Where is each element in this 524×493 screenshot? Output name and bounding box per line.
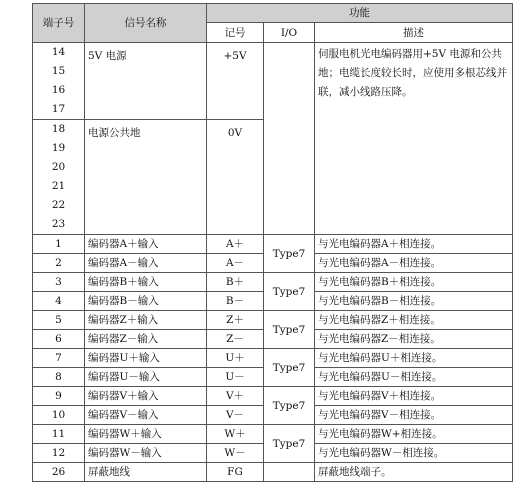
signal-name: 编码器V－输入 — [85, 406, 207, 425]
signal-code: A－ — [207, 254, 264, 273]
description: 与光电编码器W－相连接。 — [315, 444, 513, 463]
signal-name: 电源公共地 — [85, 120, 207, 235]
signal-code: V＋ — [207, 387, 264, 406]
header-signal-name: 信号名称 — [85, 4, 207, 43]
description: 与光电编码器Z＋相连接。 — [315, 311, 513, 330]
pin-number: 6 — [33, 330, 85, 349]
table-row — [33, 273, 513, 292]
signal-code: W－ — [207, 444, 264, 463]
signal-name: 编码器W－输入 — [85, 444, 207, 463]
signal-name: 屏蔽地线 — [85, 463, 207, 482]
signal-code: V－ — [207, 406, 264, 425]
pin-number: 5 — [33, 311, 85, 330]
pin-number: 15 — [51, 65, 66, 77]
pin-number: 23 — [51, 218, 66, 230]
pin-number: 10 — [33, 406, 85, 425]
description: 与光电编码器Z－相连接。 — [315, 330, 513, 349]
table-row — [33, 387, 513, 406]
signal-name: 编码器A－输入 — [85, 254, 207, 273]
description-5v: 伺服电机光电编码器用+5V 电源和公共地；电缆长度较长时，应使用多根芯线并联，减小线路压降。 — [315, 43, 513, 235]
signal-code: 0V — [207, 120, 264, 235]
description: 与光电编码器A＋相连接。 — [315, 235, 513, 254]
pin-number: 14 — [51, 46, 66, 58]
pin-number: 11 — [33, 425, 85, 444]
pin-number: 7 — [33, 349, 85, 368]
description: 与光电编码器W+相连接。 — [315, 425, 513, 444]
io-type: Type7 — [264, 387, 315, 425]
table-row — [33, 235, 513, 254]
header-description: 描述 — [315, 23, 513, 43]
io-cell — [264, 463, 315, 482]
description: 与光电编码器A－相连接。 — [315, 254, 513, 273]
description: 与光电编码器U－相连接。 — [315, 368, 513, 387]
header-pin: 端子号 — [33, 4, 85, 43]
description: 屏蔽地线端子。 — [315, 463, 513, 482]
signal-code: Z＋ — [207, 311, 264, 330]
pin-number: 12 — [33, 444, 85, 463]
io-type: Type7 — [264, 349, 315, 387]
header-io: I/O — [264, 23, 315, 43]
pin-number: 17 — [51, 103, 66, 115]
encoder-terminal-table — [32, 3, 513, 482]
table-row — [33, 425, 513, 444]
pin-number: 16 — [51, 84, 66, 96]
signal-code: +5V — [207, 43, 264, 120]
table-row — [33, 349, 513, 368]
pin-number: 3 — [33, 273, 85, 292]
signal-name: 编码器V＋输入 — [85, 387, 207, 406]
signal-code: FG — [207, 463, 264, 482]
signal-code: A＋ — [207, 235, 264, 254]
signal-name: 编码器B＋输入 — [85, 273, 207, 292]
pin-number: 26 — [33, 463, 85, 482]
io-type: Type7 — [264, 311, 315, 349]
shield-row — [33, 463, 513, 482]
pin-number: 20 — [51, 161, 66, 173]
description: 与光电编码器V－相连接。 — [315, 406, 513, 425]
table-row — [33, 311, 513, 330]
pin-list-5v — [33, 43, 85, 120]
pin-number: 8 — [33, 368, 85, 387]
signal-code: U＋ — [207, 349, 264, 368]
pin-list-0v — [33, 120, 85, 235]
pin-number: 22 — [51, 199, 66, 211]
pin-number: 9 — [33, 387, 85, 406]
pin-number: 21 — [51, 180, 66, 192]
header-function: 功能 — [207, 4, 513, 23]
io-type: Type7 — [264, 425, 315, 463]
signal-code: B－ — [207, 292, 264, 311]
signal-name: 编码器Z－输入 — [85, 330, 207, 349]
pin-number: 2 — [33, 254, 85, 273]
signal-code: B＋ — [207, 273, 264, 292]
pin-number: 19 — [51, 142, 66, 154]
signal-name: 编码器U－输入 — [85, 368, 207, 387]
signal-code: Z－ — [207, 330, 264, 349]
pin-number: 1 — [33, 235, 85, 254]
signal-code: W＋ — [207, 425, 264, 444]
io-type: Type7 — [264, 273, 315, 311]
io-type: Type7 — [264, 235, 315, 273]
signal-name: 编码器B－输入 — [85, 292, 207, 311]
pin-number: 18 — [51, 123, 66, 135]
signal-name: 编码器A＋输入 — [85, 235, 207, 254]
pin-number: 4 — [33, 292, 85, 311]
io-cell — [264, 43, 315, 235]
description: 与光电编码器B＋相连接。 — [315, 273, 513, 292]
signal-name: 编码器W＋输入 — [85, 425, 207, 444]
group-5v-row — [33, 43, 513, 120]
signal-code: U－ — [207, 368, 264, 387]
signal-name: 5V 电源 — [85, 43, 207, 120]
description: 与光电编码器B－相连接。 — [315, 292, 513, 311]
signal-name: 编码器Z＋输入 — [85, 311, 207, 330]
description: 与光电编码器U＋相连接。 — [315, 349, 513, 368]
signal-name: 编码器U＋输入 — [85, 349, 207, 368]
description: 与光电编码器V＋相连接。 — [315, 387, 513, 406]
header-code: 记号 — [207, 23, 264, 43]
